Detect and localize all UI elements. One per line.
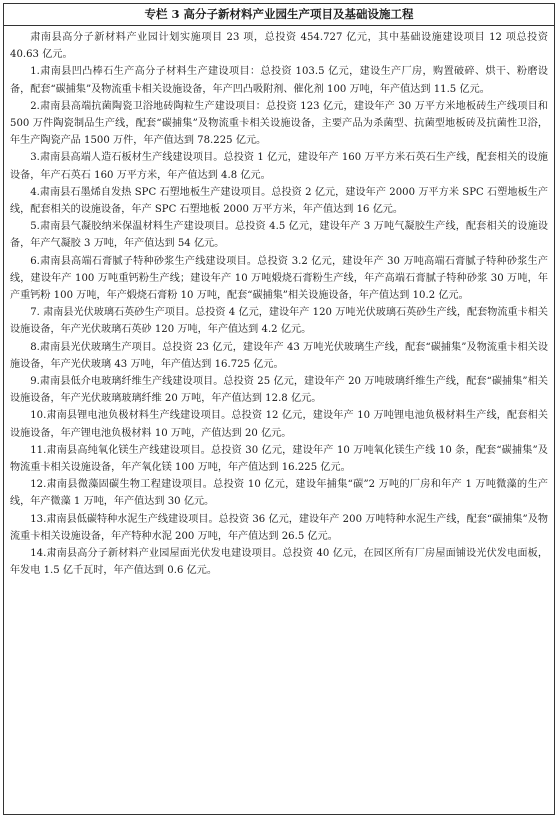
project-item-5: 5.肃南县气凝胶纳米保温材料生产建设项目。总投资 4.5 亿元，建设年产 3 万吨气凝胶生产线，配套相关的设施设备，年产气凝胶 3 万吨，年产值达到 54 亿元。 xyxy=(10,221,548,250)
project-item-14: 14.肃南县高分子新材料产业园屋面光伏发电建设项目。总投资 40 亿元，在园区所有厂房屋面铺设光伏发电面板，年发电 1.5 亿千瓦时，年产值达到 0.6 亿元。 xyxy=(10,548,548,577)
project-item-12: 12.肃南县微藻固碳生物工程建设项目。总投资 10 亿元，建设年捕集“碳”2 万吨的厂房和年产 1 万吨微藻的生产线，年产微藻 1 万吨，年产值达到 30 亿元。 xyxy=(10,479,548,508)
project-item-7: 7. 肃南县光伏玻璃石英砂生产项目。总投资 4 亿元，建设年产 120 万吨光伏玻璃石英砂生产线，配套物流重卡相关设施设备，年产光伏玻璃石英砂 120 万吨，年产值达到 4.2 亿元。 xyxy=(10,307,548,336)
column-title: 专栏 3 高分子新材料产业园生产项目及基础设施工程 xyxy=(4,4,554,26)
project-item-3: 3.肃南县高端人造石板材生产线建设项目。总投资 1 亿元，建设年产 160 万平方米石英石生产线，配套相关的设施设备，年产石英石 160 万平方米，年产值达到 4.8 亿元。 xyxy=(10,152,548,181)
project-item-4: 4.肃南县石墨烯自发热 SPC 石塑地板生产建设项目。总投资 2 亿元，建设年产 2000 万平方米 SPC 石塑地板生产线，配套相关的设施设备，年产 SPC 石塑地板 2000 万平方米，年产值达到 16 亿元。 xyxy=(10,186,548,216)
project-item-2: 2.肃南县高端抗菌陶瓷卫浴地砖陶粒生产建设项目：总投资 123 亿元，建设年产 30 万平方米地板砖生产线项目和 500 万件陶瓷制品生产线，配套“碳捕集”及物流重卡相关设施设备，主要产品为杀菌型、抗菌型地板砖及抗菌性卫浴，年生产陶瓷产品 1500 万件，年产值达到 78.225 亿元。 xyxy=(10,100,548,147)
project-item-6: 6.肃南县高端石膏腻子特种砂浆生产线建设项目。总投资 3.2 亿元，建设年产 30 万吨高端石膏腻子特种砂浆生产线，建设年产 100 万吨重钙粉生产线；建设年产 10 万吨煅烧石膏粉生产线，年产高端石膏腻子特种砂浆 30 万吨，年产重钙粉 100 万吨，年产煅烧石膏粉 10 万吨，配套“碳捕集”相关设施设备，年产值达到 10.2 亿元。 xyxy=(10,255,548,302)
project-item-8: 8.肃南县光伏玻璃生产项目。总投资 23 亿元，建设年产 43 万吨光伏玻璃生产线，配套“碳捕集”及物流重卡相关设施设备，年产光伏玻璃 43 万吨，年产值达到 16.725 亿元。 xyxy=(10,341,548,370)
project-item-13: 13.肃南县低碳特种水泥生产线建设项目。总投资 36 亿元，建设年产 200 万吨特种水泥生产线，配套“碳捕集”及物流重卡相关设施设备，年产特种水泥 200 万吨，年产值达到 26.5 亿元。 xyxy=(10,513,548,542)
project-item-10: 10.肃南县锂电池负极材料生产线建设项目。总投资 12 亿元，建设年产 10 万吨锂电池负极材料生产线，配套相关设施设备，年产锂电池负极材料 10 万吨，产值达到 20 亿元。 xyxy=(10,410,548,439)
intro-paragraph: 肃南县高分子新材料产业园计划实施项目 23 项，总投资 454.727 亿元，其中基础设施建设项目 12 项总投资 40.63 亿元。 xyxy=(10,32,548,61)
project-item-11: 11.肃南县高纯氧化镁生产线建设项目。总投资 30 亿元，建设年产 10 万吨氧化镁生产线 10 条，配套“碳捕集”及物流重卡相关设施设备，年产氧化镁 100 万吨，年产值达到 16.225 亿元。 xyxy=(10,444,548,474)
project-item-9: 9.肃南县低介电玻璃纤维生产线建设项目。总投资 25 亿元，建设年产 20 万吨玻璃纤维生产线，配套“碳捕集”相关设施设备，年产光伏玻璃玻璃纤维 20 万吨，年产值达到 12.8 亿元。 xyxy=(10,376,548,405)
column-body xyxy=(4,26,554,580)
document-frame xyxy=(3,3,555,815)
project-item-1: 1.肃南县凹凸棒石生产高分子材料生产建设项目：总投资 103.5 亿元，建设生产厂房，购置破碎、烘干、粉磨设备，配套“碳捕集”及物流重卡相关设施设备，年产凹凸吸附剂、催化剂 100 万吨，年产值达到 11.5 亿元。 xyxy=(10,66,548,95)
